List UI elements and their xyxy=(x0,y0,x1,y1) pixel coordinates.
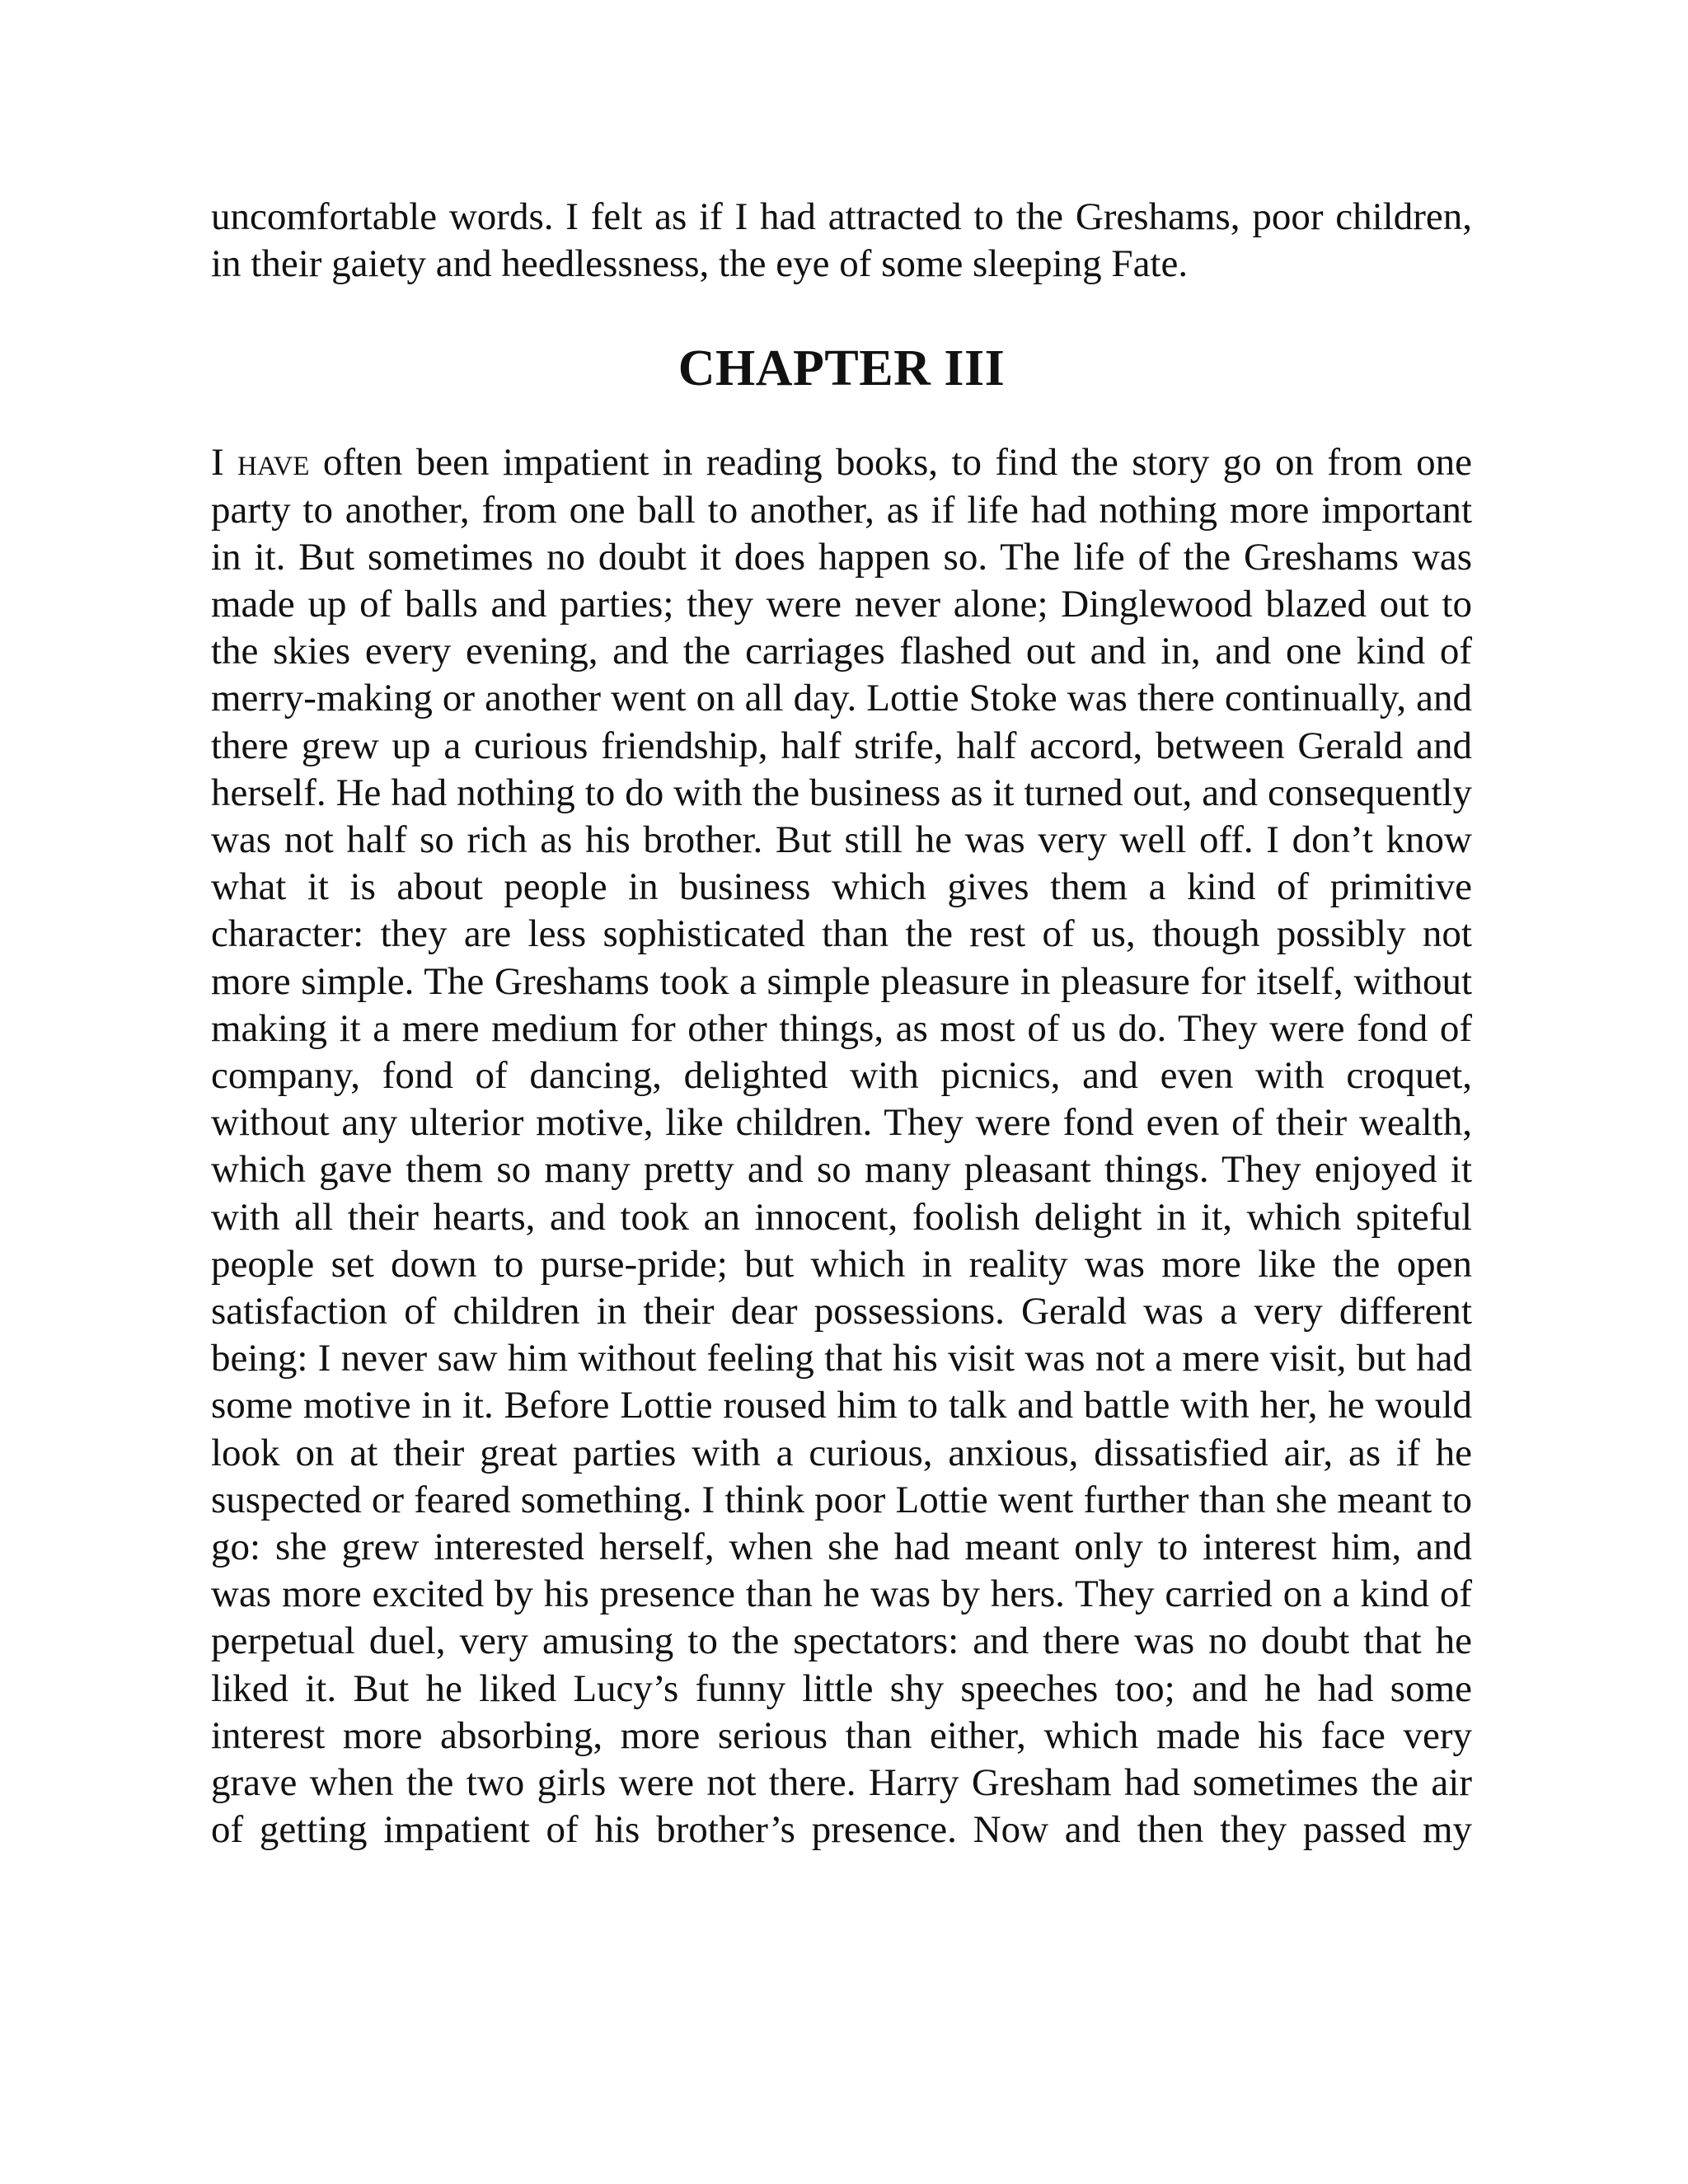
small-caps-word: have xyxy=(237,441,310,485)
body-text: often been impatient in reading books, to find the story go on from one party to another, from one ball to another, as if life had nothing more important in it. But sometimes no doubt it does happen so. The life of the Greshams was made up of balls and parties; they were never alone; Dinglewood blazed out to the skies every evening, and the carriages flashed out and in, and one kind of merry-making or another went on all day. Lottie Stoke was there continually, and there grew up a curious friendship, half strife, half accord, between Gerald and herself. He had nothing to do with the business as it turned out, and consequently was not half so rich as his brother. But still he was very well off. I don’t know what it is about people in business which gives them a kind of primitive character: they are less sophisticated than the rest of us, though possibly not more simple. The Greshams took a simple pleasure in pleasure for itself, without making it a mere medium for other things, as most of us do. They were fond of company, fond of dancing, delighted with picnics, and even with croquet, without any ulterior motive, like children. They were fond even of their wealth, which gave them so many pretty and so many pleasant things. They enjoyed it with all their hearts, and took an innocent, foolish delight in it, which spiteful people set down to purse-pride; but which in reality was more like the open satisfaction of children in their dear possessions. Gerald was a very different being: I never saw him without feeling that his visit was not a mere visit, but had some motive in it. Before Lottie roused him to talk and battle with her, he would look on at their great parties with a curious, anxious, dissatisfied air, as if he suspected or feared something. I think poor Lottie went further than she meant to go: she grew interested herself, when she had meant only to interest him, and was more excited by his presence than he was by hers. They carried on a kind of perpetual duel, very amusing to the spectators: and there was no doubt that he liked it. But he liked Lucy’s funny little shy speeches too; and he had some interest more absorbing, more serious than either, which made his face very grave when the two girls were not there. Harry Gresham had sometimes the air of getting impatient of his brother’s presence. Now and then they passed my xyxy=(211,441,1473,1852)
chapter-heading: CHAPTER III xyxy=(678,340,1006,397)
book-page xyxy=(211,194,1472,1854)
chapter-body-paragraph xyxy=(211,439,1472,1854)
initial-word: I xyxy=(211,441,224,485)
opening-paragraph: uncomfortable words. I felt as if I had attracted to the Greshams, poor children, in their gaiety and heedlessness, the eye of some sleeping Fate. xyxy=(211,195,1472,286)
